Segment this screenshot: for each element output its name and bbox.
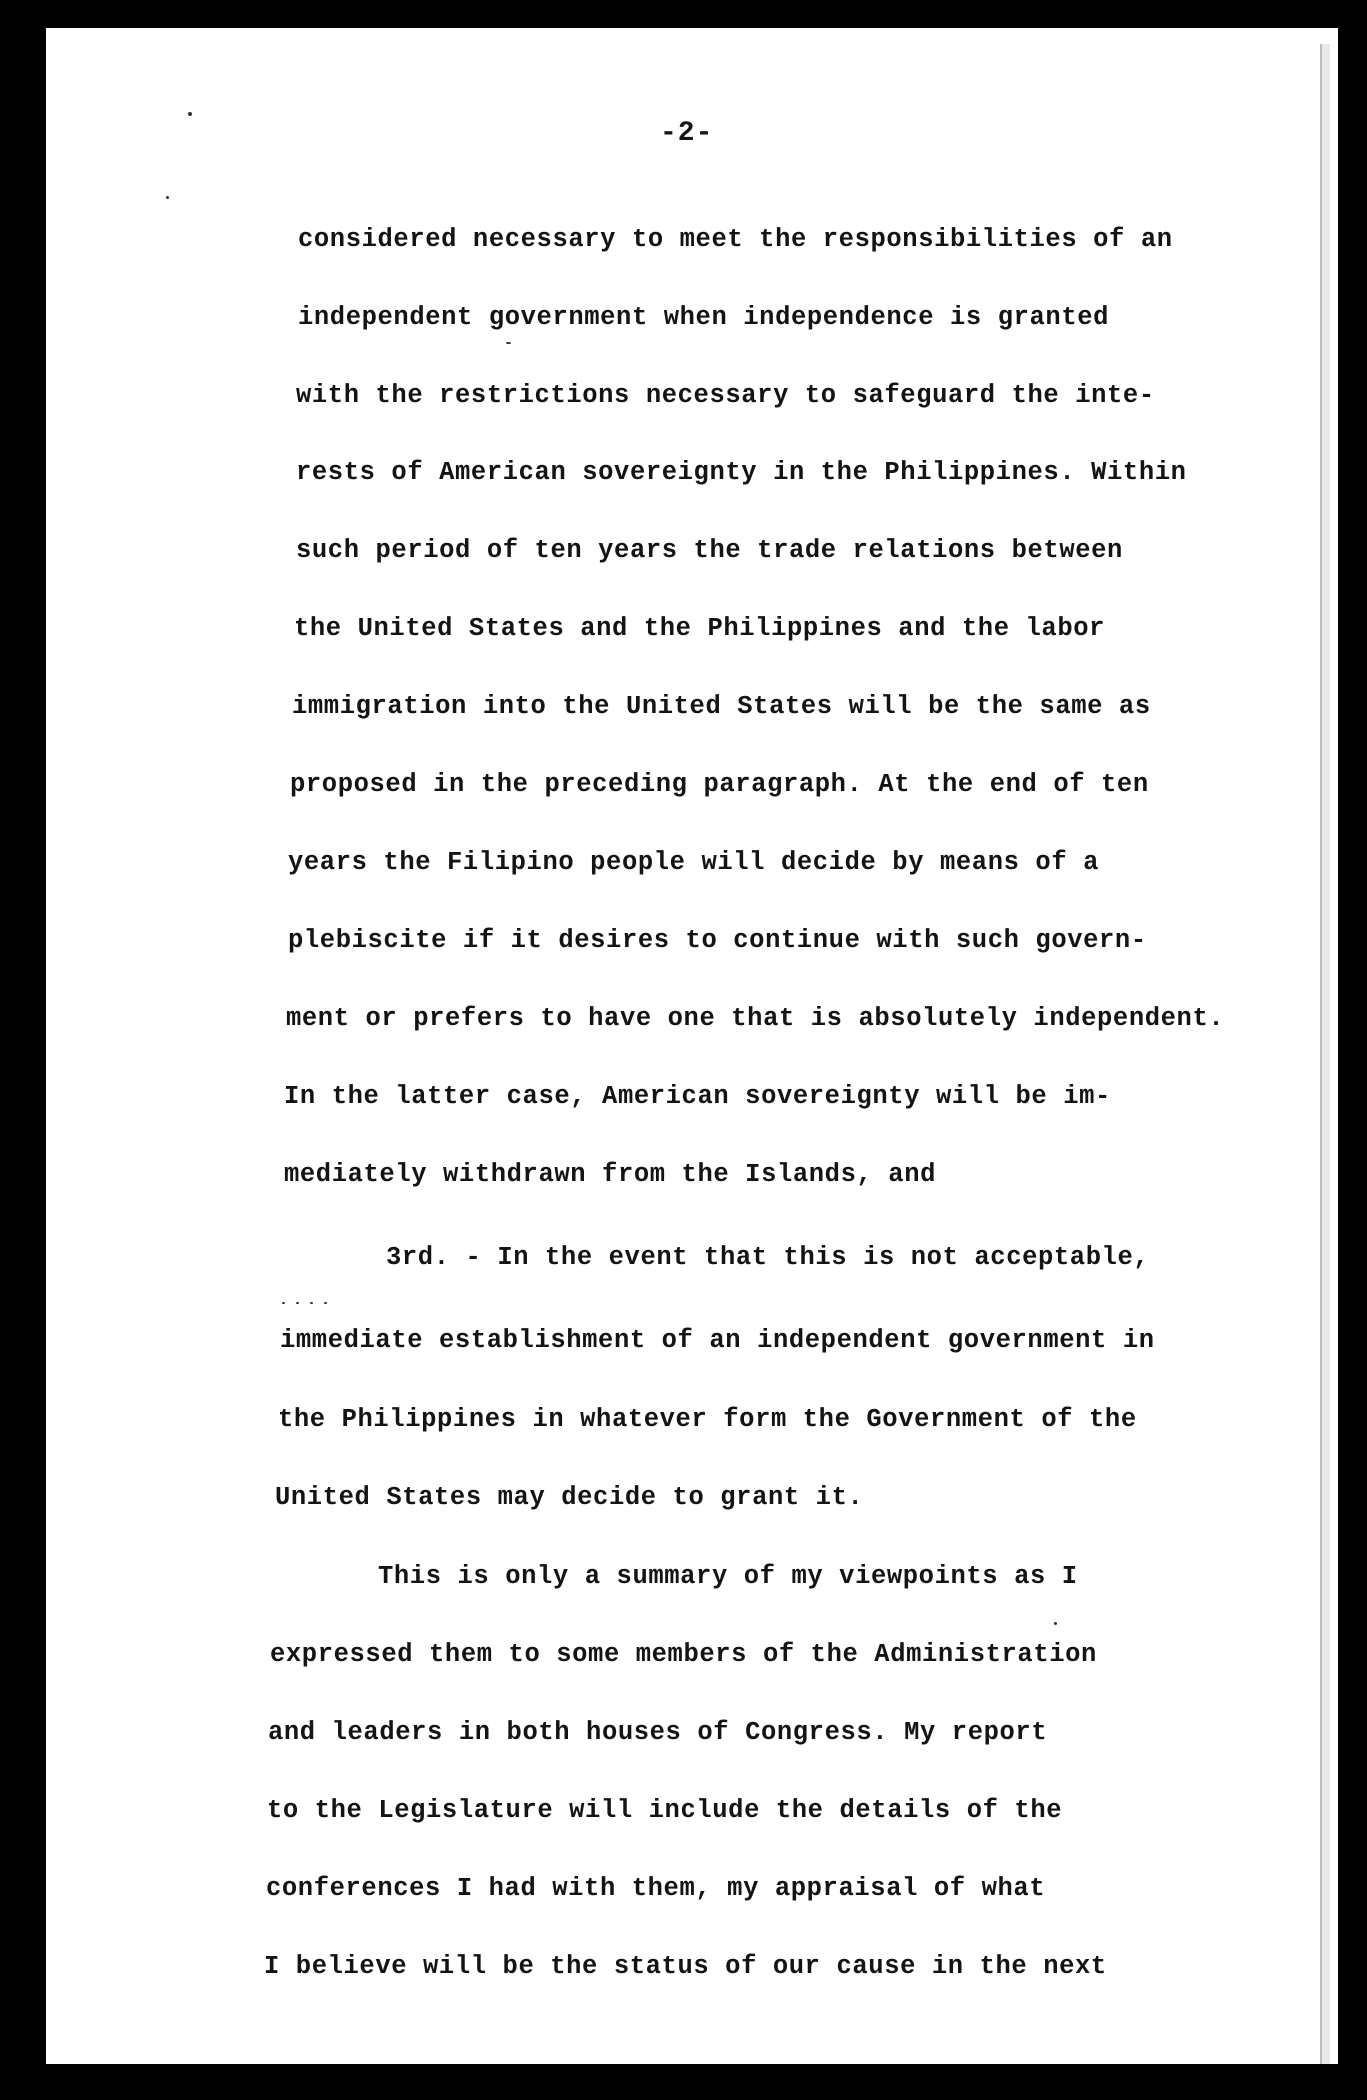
page-number: -2- xyxy=(660,118,714,149)
scan-speck xyxy=(1054,1622,1057,1625)
text-line-10: plebiscite if it desires to continue with such govern- xyxy=(288,926,1147,955)
text-line-14: 3rd. - In the event that this is not acceptable, xyxy=(386,1243,1150,1272)
text-line-4: rests of American sovereignty in the Philippines. Within xyxy=(296,458,1187,487)
text-line-7: immigration into the United States will be the same as xyxy=(292,692,1151,721)
text-line-5: such period of ten years the trade relations between xyxy=(296,536,1123,565)
scan-speck xyxy=(296,1302,299,1304)
text-line-12: In the latter case, American sovereignty will be im- xyxy=(284,1082,1111,1111)
text-line-20: and leaders in both houses of Congress. My report xyxy=(268,1718,1048,1747)
scan-speck xyxy=(506,342,511,344)
text-line-19: expressed them to some members of the Administration xyxy=(270,1640,1097,1669)
text-line-17: United States may decide to grant it. xyxy=(275,1483,864,1512)
text-line-9: years the Filipino people will decide by means of a xyxy=(288,848,1100,877)
text-line-15: immediate establishment of an independent government in xyxy=(280,1326,1155,1355)
text-line-2: independent government when independence is granted xyxy=(298,303,1110,332)
text-line-13: mediately withdrawn from the Islands, and xyxy=(284,1160,937,1189)
scan-speck xyxy=(282,1302,285,1304)
text-line-8: proposed in the preceding paragraph. At the end of ten xyxy=(290,770,1149,799)
text-line-23: I believe will be the status of our cause in the next xyxy=(264,1952,1107,1981)
text-line-6: the United States and the Philippines and the labor xyxy=(294,614,1106,643)
paper-sheet xyxy=(46,28,1338,2064)
scan-speck xyxy=(166,196,169,199)
text-line-1: considered necessary to meet the responsibilities of an xyxy=(298,225,1173,254)
text-line-11: ment or prefers to have one that is absolutely independent. xyxy=(286,1004,1225,1033)
text-line-22: conferences I had with them, my appraisal of what xyxy=(266,1874,1046,1903)
text-line-21: to the Legislature will include the details of the xyxy=(267,1796,1063,1825)
paper-edge xyxy=(1320,44,1330,2064)
text-line-16: the Philippines in whatever form the Government of the xyxy=(278,1405,1137,1434)
scan-speck xyxy=(188,112,192,116)
scan-speck xyxy=(310,1302,313,1304)
text-line-3: with the restrictions necessary to safeguard the inte- xyxy=(296,381,1155,410)
scan-speck xyxy=(324,1302,327,1304)
text-line-18: This is only a summary of my viewpoints as I xyxy=(378,1562,1078,1591)
